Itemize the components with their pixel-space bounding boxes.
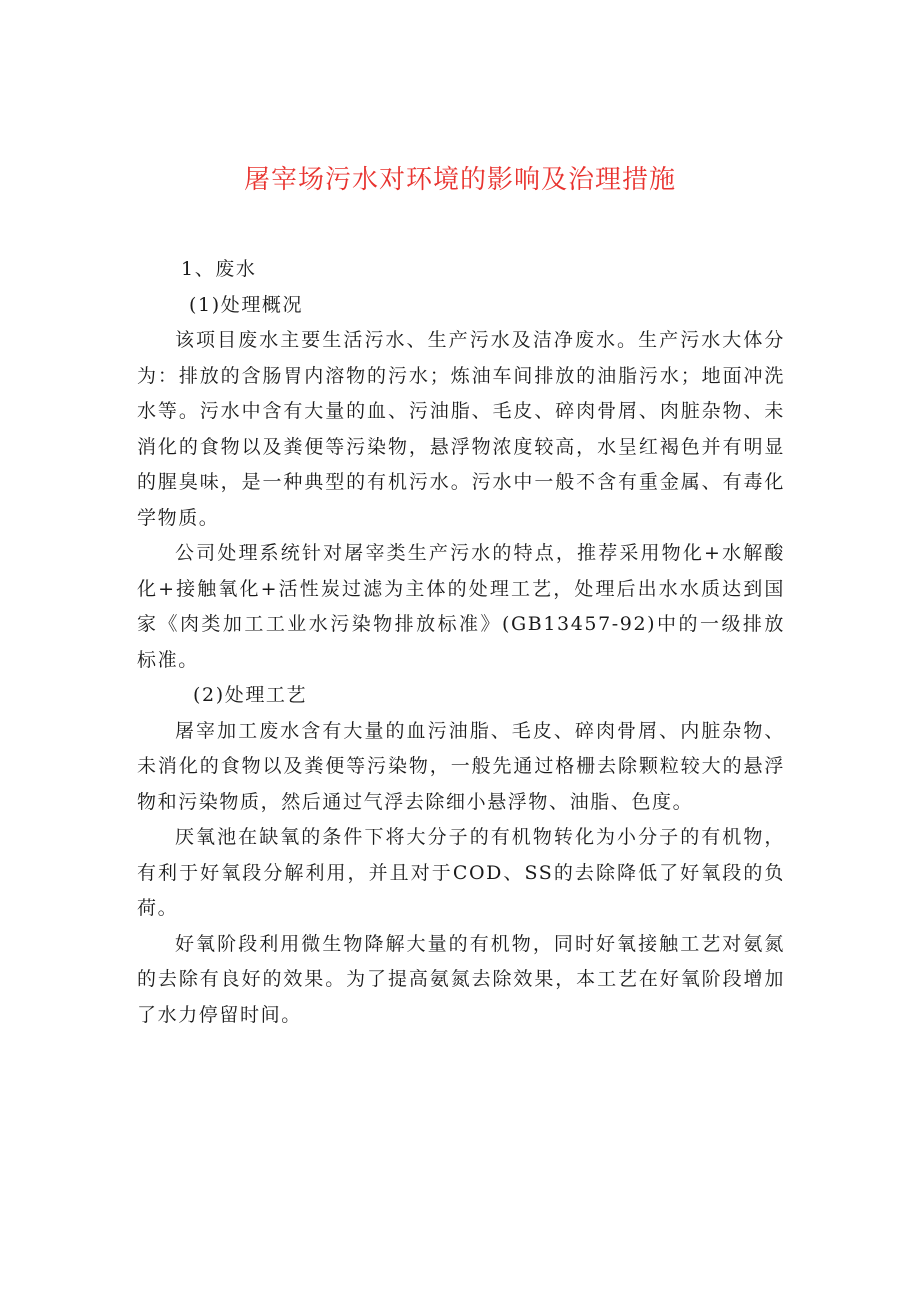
document-body xyxy=(137,252,785,1033)
subsection-heading: (2)处理工艺 xyxy=(193,684,308,706)
body-paragraph: 好氧阶段利用微生物降解大量的有机物，同时好氧接触工艺对氨氮的去除有良好的效果。为了提高氨氮去除效果，本工艺在好氧阶段增加了水力停留时间。 xyxy=(137,932,785,1026)
document-title: 屠宰场污水对环境的影响及治理措施 xyxy=(243,165,676,195)
body-paragraph: 厌氧池在缺氧的条件下将大分子的有机物转化为小分子的有机物，有利于好氧段分解利用，并且对于COD、SS的去除降低了好氧段的负荷。 xyxy=(137,826,785,919)
body-paragraph: 该项目废水主要生活污水、生产污水及洁净废水。生产污水大体分为：排放的含肠胃内溶物的污水；炼油车间排放的油脂污水；地面冲洗水等。污水中含有大量的血、污油脂、毛皮、碎肉骨屑、肉脏杂物、未消化的食物以及粪便等污染物，悬浮物浓度较高，水呈红褐色并有明显的腥臭味，是一种典型的有机污水。污水中一般不含有重金属、有毒化学物质。 xyxy=(137,329,785,529)
body-paragraph: 公司处理系统针对屠宰类生产污水的特点，推荐采用物化+水解酸化+接触氧化+活性炭过滤为主体的处理工艺，处理后出水水质达到国家《肉类加工工业水污染物排放标准》(GB13457-92)中的一级排放标准。 xyxy=(137,542,785,671)
subsection-heading: (1)处理概况 xyxy=(189,293,304,316)
body-paragraph: 屠宰加工废水含有大量的血污油脂、毛皮、碎肉骨屑、内脏杂物、未消化的食物以及粪便等污染物，一般先通过格栅去除颗粒较大的悬浮物和污染物质，然后通过气浮去除细小悬浮物、油脂、色度。 xyxy=(137,719,785,813)
section-heading: 1、废水 xyxy=(181,258,257,280)
